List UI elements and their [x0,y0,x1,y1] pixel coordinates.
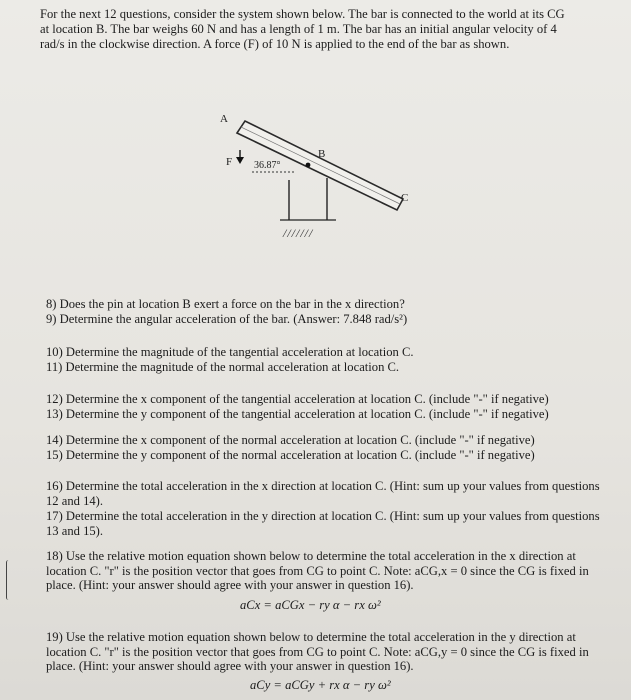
force-arrow [236,150,244,164]
pin-b [306,163,311,168]
equation-18: aCx = aCGx − ry α − rx ω² [240,598,381,612]
question-13: 13) Determine the y component of the tangential acceleration at location C. (include "-" if negative) [46,407,549,421]
intro-line: For the next 12 questions, consider the system shown below. The bar is connected to the world at its CG [40,7,565,21]
question-19: 19) Use the relative motion equation shown below to determine the total acceleration in the y direction at location C. "r" is the position vector that goes from CG to point C. Note: aCG,y = 0 since the CG is fixed in place. (Hint: your answer should agree with your answer in question 16). [46,630,589,673]
intro-line: at location B. The bar weighs 60 N and has a length of 1 m. The bar has an initial angular velocity of 4 [40,22,557,36]
question-10: 10) Determine the magnitude of the tangential acceleration at location C. [46,345,414,359]
question-12: 12) Determine the x component of the tangential acceleration at location C. (include "-" if negative) [46,392,549,406]
label-a: A [220,113,228,125]
equation-19: aCy = aCGy + rx α − ry ω² [250,678,391,692]
bar-diagram [0,0,631,260]
question-18: 18) Use the relative motion equation shown below to determine the total acceleration in the x direction at location C. "r" is the position vector that goes from CG to point C. Note: aCG,x = 0 since the CG is fixed in place. (Hint: your answer should agree with your answer in question 16). [46,549,589,592]
label-c: C [401,192,409,204]
intro-line: rad/s in the clockwise direction. A force (F) of 10 N is applied to the end of the bar as shown. [40,37,510,51]
ground-hatch: /////// [283,226,314,240]
question-9: 9) Determine the angular acceleration of the bar. (Answer: 7.848 rad/s²) [46,312,408,326]
label-f: F [226,156,233,168]
question-16: 16) Determine the total acceleration in the x direction at location C. (Hint: sum up your values from questions 12 and 14). [46,479,600,508]
support [280,178,336,220]
question-11: 11) Determine the magnitude of the normal acceleration at location C. [46,360,400,374]
question-15: 15) Determine the y component of the normal acceleration at location C. (include "-" if negative) [46,448,535,462]
question-8: 8) Does the pin at location B exert a force on the bar in the x direction? [46,297,405,311]
label-b: B [318,148,326,160]
margin-mark [6,560,11,600]
angle-label: 36.87° [254,160,281,171]
question-17: 17) Determine the total acceleration in the y direction at location C. (Hint: sum up your values from questions 13 and 15). [46,509,600,538]
question-14: 14) Determine the x component of the normal acceleration at location C. (include "-" if negative) [46,433,535,447]
